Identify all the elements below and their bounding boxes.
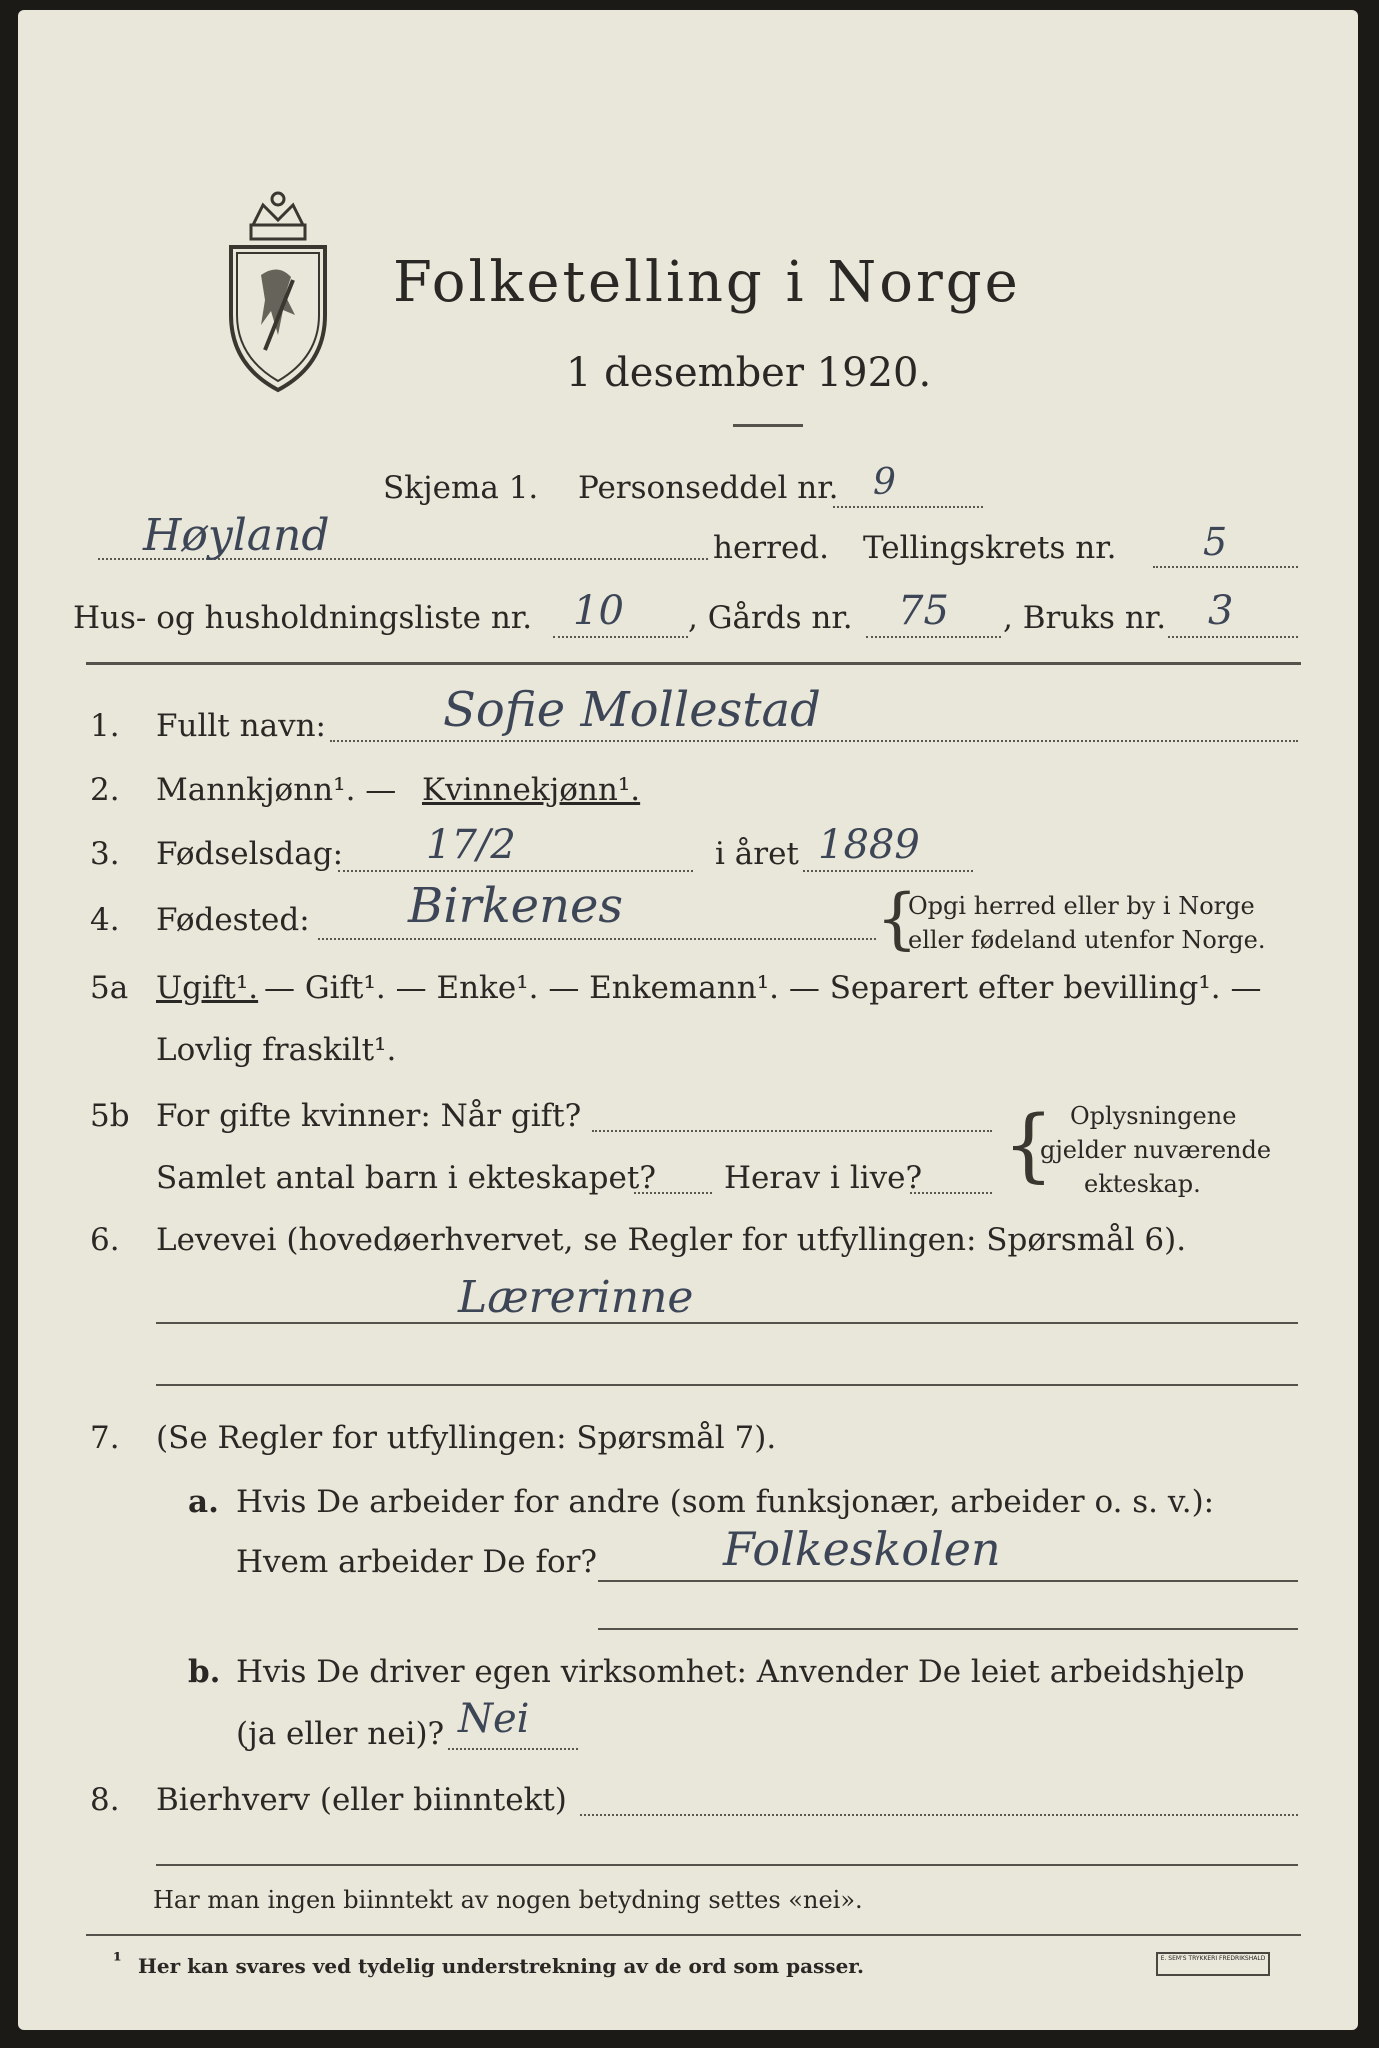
q7b-letter: b. xyxy=(188,1654,221,1690)
q5b-note-1: Oplysningene xyxy=(1070,1102,1237,1130)
q4-value[interactable]: Birkenes xyxy=(408,878,624,934)
q6-number: 6. xyxy=(90,1222,120,1258)
section-divider xyxy=(86,662,1301,665)
footnote-mark: ¹ xyxy=(113,1948,122,1972)
q7b-line xyxy=(448,1748,578,1750)
q5b-barn-line xyxy=(634,1192,712,1194)
q5b-note-3: ekteskap. xyxy=(1084,1170,1201,1198)
q5b-brace: { xyxy=(1003,1098,1054,1191)
q8-label: Bierhverv (eller biinntekt) xyxy=(156,1782,567,1818)
gards-value[interactable]: 75 xyxy=(898,588,949,634)
herred-label: herred. xyxy=(713,530,829,566)
q3-year-label: i året xyxy=(715,836,799,872)
bruks-label: , Bruks nr. xyxy=(1003,600,1167,636)
husliste-line xyxy=(553,636,688,638)
q4-note-1: Opgi herred eller by i Norge xyxy=(908,892,1255,920)
q7a-question: Hvem arbeider De for? xyxy=(236,1544,598,1580)
q7b-text: Hvis De driver egen virksomhet: Anvender De leiet arbeidshjelp xyxy=(236,1654,1245,1690)
q2-number: 2. xyxy=(90,772,120,808)
q1-line xyxy=(330,740,1298,742)
q7a-value[interactable]: Folkeskolen xyxy=(723,1522,1001,1576)
form-date: 1 desember 1920. xyxy=(566,350,932,396)
q4-brace: { xyxy=(876,880,918,957)
gards-label: , Gårds nr. xyxy=(688,600,853,636)
gards-line xyxy=(866,636,1001,638)
q5b-note-2: gjelder nuværende xyxy=(1040,1136,1272,1164)
bruks-value[interactable]: 3 xyxy=(1208,588,1234,634)
tellingskrets-label: Tellingskrets nr. xyxy=(863,530,1117,566)
q5b-naar-gift: For gifte kvinner: Når gift? xyxy=(156,1098,582,1134)
q7b-value[interactable]: Nei xyxy=(458,1696,530,1742)
q8-line xyxy=(580,1814,1298,1816)
form-title: Folketelling i Norge xyxy=(393,250,1021,315)
schema-label: Skjema 1. xyxy=(383,470,539,506)
husliste-value[interactable]: 10 xyxy=(573,588,624,634)
tellingskrets-value[interactable]: 5 xyxy=(1203,520,1228,564)
herred-value[interactable]: Høyland xyxy=(143,510,330,561)
q1-value[interactable]: Sofie Mollestad xyxy=(443,682,821,738)
q5a-options: — Gift¹. — Enke¹. — Enkemann¹. — Separert efter bevilling¹. — xyxy=(264,970,1262,1006)
q7-label: (Se Regler for utfyllingen: Spørsmål 7). xyxy=(156,1420,777,1456)
q7a-letter: a. xyxy=(188,1484,219,1520)
q6-value[interactable]: Lærerinne xyxy=(458,1272,694,1323)
q8-number: 8. xyxy=(90,1782,120,1818)
personseddel-value[interactable]: 9 xyxy=(873,462,896,503)
printer-stamp: E. SEM'S TRYKKERI FREDRIKSHALD xyxy=(1156,1952,1270,1976)
q7-number: 7. xyxy=(90,1420,120,1456)
q5a-ugift[interactable]: Ugift¹. xyxy=(156,970,259,1006)
footer-divider xyxy=(86,1934,1301,1936)
q7b-question: (ja eller nei)? xyxy=(236,1716,445,1752)
q4-number: 4. xyxy=(90,902,120,938)
husliste-label: Hus- og husholdningsliste nr. xyxy=(73,600,533,636)
q6-label: Levevei (hovedøerhvervet, se Regler for utfyllingen: Spørsmål 6). xyxy=(156,1222,1187,1258)
tellingskrets-line xyxy=(1153,566,1298,568)
q5b-barn: Samlet antal barn i ekteskapet? xyxy=(156,1160,656,1196)
q5b-number: 5b xyxy=(90,1098,130,1134)
q4-note-2: eller fødeland utenfor Norge. xyxy=(908,926,1266,954)
personseddel-line xyxy=(833,506,983,508)
q5a-fraskilt: Lovlig fraskilt¹. xyxy=(156,1032,397,1068)
q3-line xyxy=(338,870,693,872)
bruks-line xyxy=(1168,636,1298,638)
title-divider xyxy=(733,424,803,427)
norwegian-coat-of-arms-icon xyxy=(223,185,333,395)
q4-line xyxy=(318,938,876,940)
q3-number: 3. xyxy=(90,836,120,872)
q7a-text: Hvis De arbeider for andre (som funksjonær, arbeider o. s. v.): xyxy=(236,1484,1215,1520)
q5b-gift-line xyxy=(592,1130,992,1132)
q6-line-2 xyxy=(156,1384,1298,1386)
q3-year-line xyxy=(803,870,973,872)
footnote-text: Her kan svares ved tydelig understrekning av de ord som passer. xyxy=(138,1954,864,1978)
q2-kvinne[interactable]: Kvinnekjønn¹. xyxy=(422,772,641,808)
q3-label: Fødselsdag: xyxy=(156,836,344,872)
q5b-live-line xyxy=(910,1192,992,1194)
footer-note: Har man ingen biinntekt av nogen betydning settes «nei». xyxy=(153,1886,863,1914)
q6-line-1 xyxy=(156,1322,1298,1324)
q5b-live: Herav i live? xyxy=(724,1160,923,1196)
q1-label: Fullt navn: xyxy=(156,708,326,744)
q5a-number: 5a xyxy=(90,970,129,1006)
personseddel-label: Personseddel nr. xyxy=(578,470,839,506)
census-form-page xyxy=(18,10,1358,2030)
q3-year-value[interactable]: 1889 xyxy=(818,822,920,868)
q8-line-2 xyxy=(156,1864,1298,1866)
q2-mann: Mannkjønn¹. — xyxy=(156,772,397,808)
q7a-line xyxy=(598,1580,1298,1582)
q3-value[interactable]: 17/2 xyxy=(426,822,516,868)
q7a-line-2 xyxy=(598,1628,1298,1630)
q1-number: 1. xyxy=(90,708,120,744)
q4-label: Fødested: xyxy=(156,902,310,938)
